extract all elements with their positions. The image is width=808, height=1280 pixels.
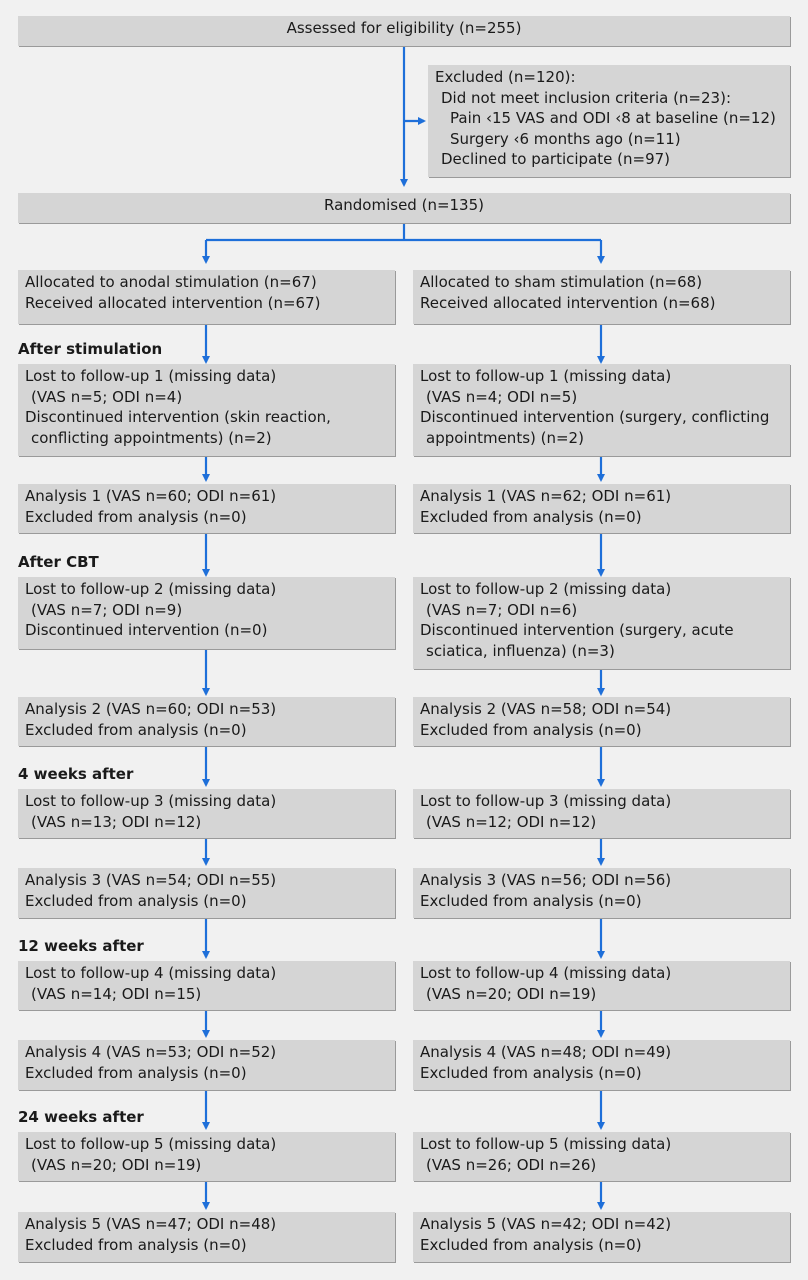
anodal-lost4-line1: Lost to follow-up 4 (missing data) [25, 964, 277, 982]
anodal-analysis1-box [18, 484, 395, 533]
sham-analysis3-line2: Excluded from analysis (n=0) [420, 891, 642, 910]
sham-lost1-line4: appointments) (n=2) [426, 428, 584, 447]
anodal-lost1-line4: conflicting appointments) (n=2) [31, 428, 272, 447]
arrow-randomised-split [206, 222, 601, 240]
sham-analysis3-box [413, 868, 790, 918]
sham-allocation-box [413, 270, 790, 324]
anodal-analysis5-line1: Analysis 5 (VAS n=47; ODI n=48) [25, 1215, 277, 1233]
sham-lost2-line3: Discontinued intervention (surgery, acute [420, 621, 734, 639]
sham-lost2-line1: Lost to follow-up 2 (missing data) [420, 580, 672, 598]
sham-received: Received allocated intervention (n=68) [420, 293, 716, 312]
sham-analysis4-line2: Excluded from analysis (n=0) [420, 1063, 642, 1082]
sham-analysis1-box [413, 484, 790, 533]
anodal-lost1-line3: Discontinued intervention (skin reaction, [25, 408, 331, 426]
sham-analysis5-box [413, 1212, 790, 1262]
anodal-analysis2-line1: Analysis 2 (VAS n=60; ODI n=53) [25, 700, 277, 718]
anodal-allocation-box [18, 270, 395, 324]
excluded-pain: Pain ‹15 VAS and ODI ‹8 at baseline (n=12) [450, 109, 776, 127]
randomised-box [18, 193, 790, 223]
anodal-lost4-box [18, 961, 395, 1010]
sham-analysis3-line1: Analysis 3 (VAS n=56; ODI n=56) [420, 871, 672, 889]
sham-analysis2-line2: Excluded from analysis (n=0) [420, 720, 642, 739]
anodal-lost4-line2: (VAS n=14; ODI n=15) [31, 984, 202, 1003]
sham-analysis2-box [413, 697, 790, 746]
sham-lost2-box [413, 577, 790, 669]
anodal-analysis4-line2: Excluded from analysis (n=0) [25, 1063, 247, 1082]
sham-lost1-line1: Lost to follow-up 1 (missing data) [420, 367, 672, 385]
randomised-label: Randomised (n=135) [323, 196, 484, 214]
sham-analysis5-line1: Analysis 5 (VAS n=42; ODI n=42) [420, 1215, 672, 1233]
anodal-analysis5-box [18, 1212, 395, 1262]
sham-lost3-line1: Lost to follow-up 3 (missing data) [420, 792, 672, 810]
sham-analysis1-line1: Analysis 1 (VAS n=62; ODI n=61) [420, 487, 672, 505]
stage-after-stimulation: After stimulation [18, 340, 163, 358]
sham-lost5-line2: (VAS n=26; ODI n=26) [426, 1155, 597, 1174]
sham-allocated: Allocated to sham stimulation (n=68) [420, 273, 703, 291]
sham-lost5-box [413, 1132, 790, 1181]
anodal-lost1-line1: Lost to follow-up 1 (missing data) [25, 367, 277, 385]
anodal-lost2-line2: (VAS n=7; ODI n=9) [31, 600, 183, 619]
anodal-lost3-line2: (VAS n=13; ODI n=12) [31, 812, 202, 831]
anodal-analysis3-line1: Analysis 3 (VAS n=54; ODI n=55) [25, 871, 277, 889]
excluded-title: Excluded (n=120): [435, 68, 576, 86]
sham-lost1-line2: (VAS n=4; ODI n=5) [426, 387, 578, 406]
sham-analysis5-line2: Excluded from analysis (n=0) [420, 1235, 642, 1254]
sham-lost4-box [413, 961, 790, 1010]
sham-lost4-line1: Lost to follow-up 4 (missing data) [420, 964, 672, 982]
anodal-lost2-line3: Discontinued intervention (n=0) [25, 621, 268, 639]
anodal-lost5-box [18, 1132, 395, 1181]
anodal-analysis1-line2: Excluded from analysis (n=0) [25, 507, 247, 526]
anodal-analysis3-line2: Excluded from analysis (n=0) [25, 891, 247, 910]
sham-lost4-line2: (VAS n=20; ODI n=19) [426, 984, 597, 1003]
sham-lost3-box [413, 789, 790, 838]
stage-after-cbt: After CBT [18, 553, 99, 571]
anodal-received: Received allocated intervention (n=67) [25, 293, 321, 312]
excluded-criteria: Did not meet inclusion criteria (n=23): [441, 88, 731, 107]
sham-lost1-line3: Discontinued intervention (surgery, conflicting [420, 408, 770, 426]
excluded-box [428, 65, 790, 177]
stage-12-weeks: 12 weeks after [18, 937, 144, 955]
anodal-lost5-line2: (VAS n=20; ODI n=19) [31, 1155, 202, 1174]
sham-analysis4-box [413, 1040, 790, 1090]
anodal-analysis2-line2: Excluded from analysis (n=0) [25, 720, 247, 739]
anodal-lost1-line2: (VAS n=5; ODI n=4) [31, 387, 183, 406]
sham-lost2-line4: sciatica, influenza) (n=3) [426, 641, 615, 660]
sham-lost1-box [413, 364, 790, 456]
anodal-lost2-box [18, 577, 395, 649]
anodal-allocated: Allocated to anodal stimulation (n=67) [25, 273, 317, 291]
sham-lost3-line2: (VAS n=12; ODI n=12) [426, 812, 597, 831]
sham-lost2-line2: (VAS n=7; ODI n=6) [426, 600, 578, 619]
stage-24-weeks: 24 weeks after [18, 1108, 144, 1126]
excluded-declined: Declined to participate (n=97) [441, 150, 671, 168]
anodal-lost2-line1: Lost to follow-up 2 (missing data) [25, 580, 277, 598]
stage-4-weeks: 4 weeks after [18, 765, 134, 783]
anodal-lost5-line1: Lost to follow-up 5 (missing data) [25, 1135, 277, 1153]
anodal-lost1-box [18, 364, 395, 456]
assessed-label: Assessed for eligibility (n=255) [286, 19, 522, 37]
sham-analysis4-line1: Analysis 4 (VAS n=48; ODI n=49) [420, 1043, 672, 1061]
sham-analysis2-line1: Analysis 2 (VAS n=58; ODI n=54) [420, 700, 672, 718]
assessed-box [18, 16, 790, 46]
anodal-analysis5-line2: Excluded from analysis (n=0) [25, 1235, 247, 1254]
anodal-analysis3-box [18, 868, 395, 918]
anodal-analysis1-line1: Analysis 1 (VAS n=60; ODI n=61) [25, 487, 277, 505]
sham-analysis1-line2: Excluded from analysis (n=0) [420, 507, 642, 526]
anodal-analysis2-box [18, 697, 395, 746]
sham-lost5-line1: Lost to follow-up 5 (missing data) [420, 1135, 672, 1153]
anodal-lost3-line1: Lost to follow-up 3 (missing data) [25, 792, 277, 810]
anodal-lost3-box [18, 789, 395, 838]
anodal-analysis4-line1: Analysis 4 (VAS n=53; ODI n=52) [25, 1043, 277, 1061]
anodal-analysis4-box [18, 1040, 395, 1090]
excluded-surgery: Surgery ‹6 months ago (n=11) [450, 129, 681, 148]
